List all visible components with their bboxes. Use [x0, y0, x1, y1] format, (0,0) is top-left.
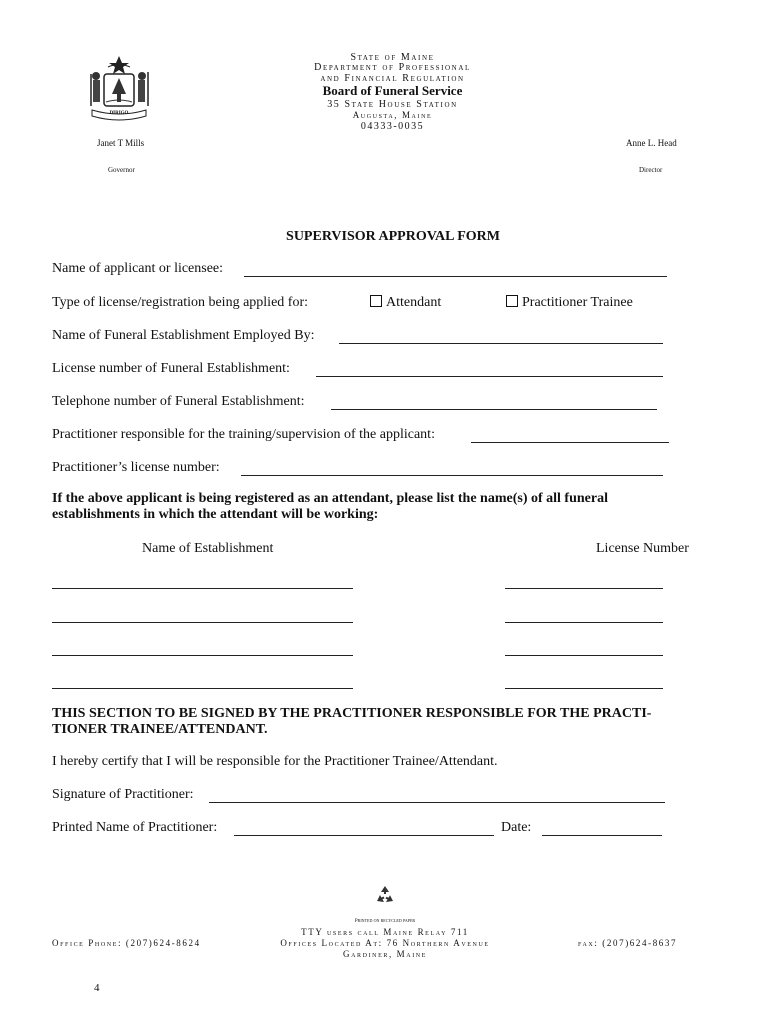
recycled-note: Printed on recycled paper [354, 919, 416, 924]
tty-note: TTY users call Maine Relay 711 [301, 927, 469, 937]
col-establishment-header: Name of Establishment [142, 541, 274, 556]
telephone-label: Telephone number of Funeral Establishment: [52, 394, 305, 409]
trainee-option[interactable] [506, 295, 633, 311]
header-state: State of Maine [350, 52, 435, 63]
col-license-header: License Number [596, 541, 689, 556]
trainee-option-label: Practitioner Trainee [522, 295, 633, 310]
attendant-option[interactable] [370, 295, 441, 311]
header-zip: 04333-0035 [360, 121, 425, 132]
header-address-1: 35 State House Station [327, 99, 458, 110]
section-heading-line-2: TIONER TRAINEE/ATTENDANT. [52, 722, 268, 737]
header-board: Board of Funeral Service [322, 83, 463, 98]
establishment-license-label: License number of Funeral Establishment: [52, 361, 290, 376]
establishment-label: Name of Funeral Establishment Employed By: [52, 328, 315, 343]
attendant-checkbox[interactable] [370, 295, 382, 307]
establishment-field[interactable] [339, 343, 663, 344]
page-number: 4 [94, 982, 100, 994]
practitioner-label: Practitioner responsible for the training/supervision of the applicant: [52, 427, 435, 442]
applicant-label: Name of applicant or licensee: [52, 261, 224, 276]
attendant-option-label: Attendant [386, 295, 442, 310]
establishment-license-field-2[interactable] [505, 622, 663, 623]
telephone-field[interactable] [331, 409, 657, 410]
certify-text: I hereby certify that I will be responsible for the Practitioner Trainee/Attendant. [52, 754, 498, 769]
establishment-name-field-4[interactable] [52, 688, 353, 689]
header-address-2: Augusta, Maine [352, 110, 433, 120]
establishment-license-field-3[interactable] [505, 655, 663, 656]
office-phone: Office Phone: (207)624-8624 [52, 938, 201, 948]
signature-field[interactable] [209, 802, 665, 803]
applicant-field[interactable] [244, 276, 667, 277]
printed-name-label: Printed Name of Practitioner: [52, 820, 218, 835]
license-type-label: Type of license/registration being applied for: [52, 295, 308, 310]
director-title: Director [639, 166, 663, 174]
establishment-license-field[interactable] [316, 376, 663, 377]
director-name: Anne L. Head [626, 138, 677, 148]
attendant-instructions: If the above applicant is being registered as an attendant, please list the name(s) of all funeral establishments in which the attendant will be working: [52, 491, 608, 522]
header-department: Department of Professional [314, 62, 471, 73]
governor-title: Governor [108, 166, 135, 174]
printed-name-field[interactable] [234, 835, 494, 836]
recycle-icon [374, 884, 396, 906]
practitioner-field[interactable] [471, 442, 669, 443]
signature-label: Signature of Practitioner: [52, 787, 194, 802]
practitioner-license-field[interactable] [241, 475, 663, 476]
form-title: SUPERVISOR APPROVAL FORM [286, 229, 500, 244]
state-seal-icon [82, 54, 156, 124]
governor-name: Janet T Mills [97, 138, 145, 148]
section-heading-line-1: THIS SECTION TO BE SIGNED BY THE PRACTITIONER RESPONSIBLE FOR THE PRACTI- [52, 706, 652, 721]
trainee-checkbox[interactable] [506, 295, 518, 307]
establishment-name-field-3[interactable] [52, 655, 353, 656]
establishment-license-field-4[interactable] [505, 688, 663, 689]
date-field[interactable] [542, 835, 662, 836]
date-label: Date: [501, 820, 532, 835]
header-department-2: and Financial Regulation [320, 73, 465, 84]
office-location: Offices Located At: 76 Northern Avenue [280, 938, 490, 948]
practitioner-license-label: Practitioner’s license number: [52, 460, 220, 475]
establishment-name-field-1[interactable] [52, 588, 353, 589]
establishment-name-field-2[interactable] [52, 622, 353, 623]
fax-number: fax: (207)624-8637 [578, 938, 678, 948]
seal-banner-text: DIRIGO [109, 111, 129, 116]
establishment-license-field-1[interactable] [505, 588, 663, 589]
office-city: Gardiner, Maine [343, 949, 427, 959]
